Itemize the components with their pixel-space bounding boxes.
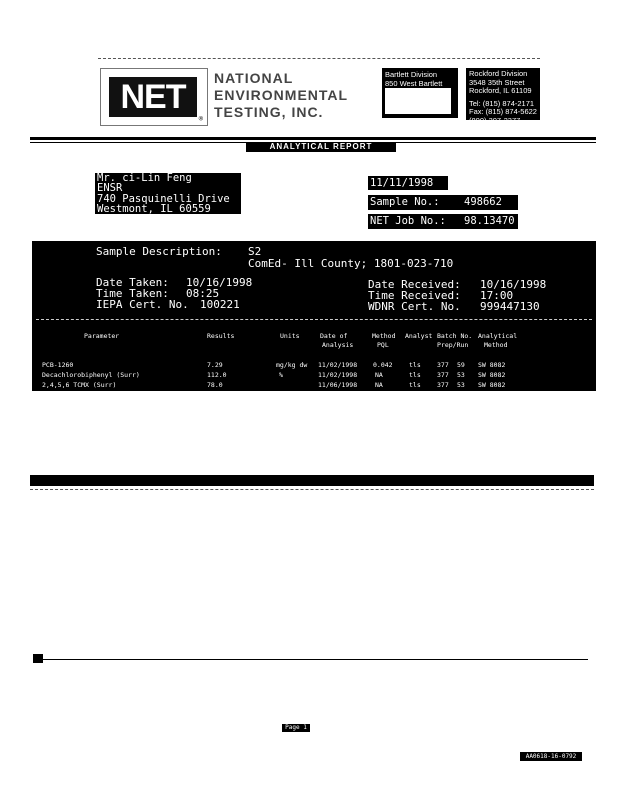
row-parameter: Decachlorobiphenyl (Surr) — [42, 371, 140, 379]
header-prep-run: Prep/Run — [437, 341, 469, 349]
client-city: Westmont, IL 60559 — [97, 203, 211, 216]
section-bar-dash — [30, 489, 594, 490]
row-analyst: tls — [409, 361, 421, 369]
row-run: 59 — [457, 361, 465, 369]
header-parameter: Parameter — [84, 332, 120, 340]
row-method: SW 8082 — [478, 381, 506, 389]
row-units: % — [279, 371, 283, 379]
rockford-tollfree: (800) 307-2377 — [469, 115, 521, 125]
rockford-fax: Fax: (815) 874-5622 — [469, 107, 537, 116]
report-date: 11/11/1998 — [368, 176, 448, 190]
row-prep: 377 — [437, 361, 449, 369]
row-method: SW 8082 — [478, 371, 506, 379]
row-prep: 377 — [437, 371, 449, 379]
row-result: 7.29 — [207, 361, 223, 369]
rockford-city: Rockford, IL 61109 — [469, 86, 532, 95]
date-taken-label: Date Taken: — [96, 276, 169, 289]
sample-no-label: Sample No.: — [368, 195, 463, 210]
row-date: 11/06/1998 — [318, 381, 358, 389]
header-units: Units — [280, 332, 300, 340]
page-number: Page 1 — [282, 724, 310, 732]
company-name-line-2: ENVIRONMENTAL — [214, 87, 349, 103]
header-results: Results — [207, 332, 235, 340]
company-logo — [100, 68, 208, 126]
header-analyst: Analyst — [405, 332, 433, 340]
top-rule — [98, 58, 540, 59]
footer-rule — [43, 659, 588, 660]
header-analysis: Analysis — [322, 341, 354, 349]
section-bar — [30, 475, 594, 486]
date-received-label: Date Received: — [368, 278, 461, 291]
row-units: mg/kg dw — [276, 361, 308, 369]
header-pql: PQL — [377, 341, 389, 349]
date-taken-value: 10/16/1998 — [186, 276, 253, 289]
row-pql: 0.042 — [373, 361, 393, 369]
document-id: AA0618-16-0792 — [520, 752, 582, 761]
header-date-of: Date of — [320, 332, 348, 340]
row-result: 78.0 — [207, 381, 223, 389]
row-method: SW 8082 — [478, 361, 506, 369]
sample-description-line-2: ComEd- Ill County; 1801-023-710 — [248, 257, 454, 270]
footer-marker — [33, 654, 43, 663]
rockford-tel: Tel: (815) 874-2171 — [469, 98, 535, 108]
job-no-label: NET Job No.: — [368, 214, 463, 229]
wdnr-cert-value: 999447130 — [480, 300, 540, 313]
bartlett-address: 850 West Bartlett — [385, 79, 443, 88]
time-received-value: 17:00 — [480, 289, 514, 302]
job-no-value: 98.13470 — [462, 214, 518, 229]
rockford-division-block — [466, 68, 540, 125]
report-title: ANALYTICAL REPORT — [246, 142, 396, 152]
time-taken-label: Time Taken: — [96, 287, 169, 300]
row-pql: NA — [375, 371, 383, 379]
sample-description-label: Sample Description: — [96, 245, 222, 258]
iepa-cert-label: IEPA Cert. No. — [96, 298, 189, 311]
row-analyst: tls — [409, 371, 421, 379]
company-name-line-3: TESTING, INC. — [214, 104, 324, 120]
header-method: Method — [372, 332, 396, 340]
row-date: 11/02/1998 — [318, 371, 358, 379]
row-run: 53 — [457, 381, 465, 389]
row-analyst: tls — [409, 381, 421, 389]
registered-mark: ® — [198, 115, 203, 123]
client-street: 740 Pasquinelli Drive — [97, 192, 230, 205]
sample-description-value: S2 — [248, 245, 262, 258]
wdnr-cert-label: WDNR Cert. No. — [368, 300, 461, 313]
bartlett-division-block — [382, 68, 458, 118]
date-received-value: 10/16/1998 — [480, 278, 547, 291]
panel-divider — [36, 319, 592, 320]
time-taken-value: 08:25 — [186, 287, 220, 300]
header-analytical: Analytical — [478, 332, 518, 340]
rockford-street: 3548 35th Street — [469, 77, 525, 87]
row-result: 112.0 — [207, 371, 227, 379]
header-rule-1 — [30, 137, 596, 140]
bartlett-title: Bartlett Division — [385, 70, 438, 79]
row-date: 11/02/1998 — [318, 361, 358, 369]
company-name — [214, 70, 348, 121]
sample-no-value: 498662 — [462, 195, 518, 210]
logo-text: NET — [109, 77, 197, 117]
company-name-line-1: NATIONAL — [214, 70, 294, 86]
header-analytical-method: Method — [484, 341, 508, 349]
bartlett-blank-box — [385, 88, 451, 114]
row-parameter: PCB-1260 — [42, 361, 74, 369]
iepa-cert-value: 100221 — [200, 298, 240, 311]
row-parameter: 2,4,5,6 TCMX (Surr) — [42, 381, 117, 389]
row-pql: NA — [375, 381, 383, 389]
client-company: ENSR — [97, 182, 123, 195]
client-name: Mr. ci-Lin Feng — [97, 172, 192, 184]
client-address-block — [95, 173, 241, 214]
row-run: 53 — [457, 371, 465, 379]
time-received-label: Time Received: — [368, 289, 461, 302]
rockford-title: Rockford Division — [469, 69, 528, 78]
header-batch-no: Batch No. — [437, 332, 473, 340]
sample-panel — [32, 241, 596, 391]
row-prep: 377 — [437, 381, 449, 389]
